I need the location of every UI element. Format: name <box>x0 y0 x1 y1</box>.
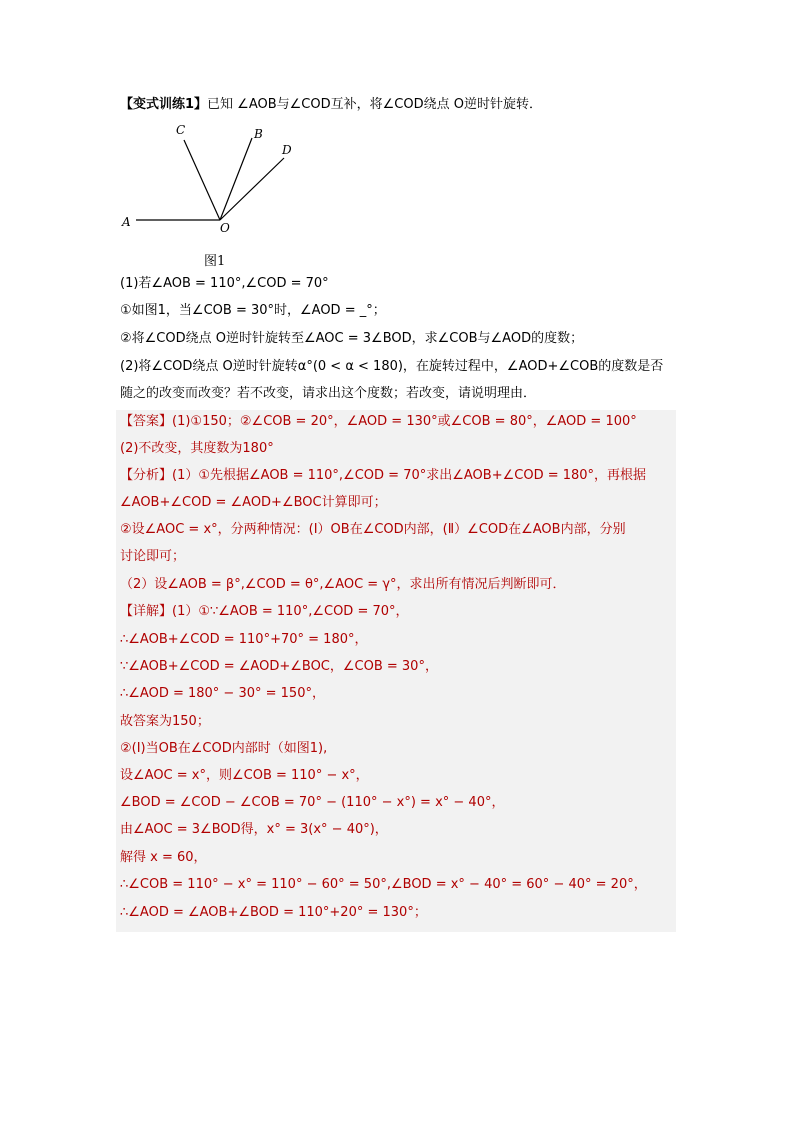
question-1b: ②将∠COD绕点 O逆时针旋转至∠AOC = 3∠BOD，求∠COB与∠AOD的度数； <box>120 331 584 346</box>
analysis-line-2: ∠AOB+∠COD = ∠AOD+∠BOC计算即可； <box>120 495 387 510</box>
ray-OD <box>220 158 284 220</box>
detail-line-10: 解得 x = 60， <box>120 850 207 865</box>
detail-line-11: ∴∠COB = 110° − x° = 110° − 60° = 50°,∠BOD = x° − 40° = 60° − 40° = 20°， <box>120 877 647 892</box>
detail-line-7: 设∠AOC = x°，则∠COB = 110° − x°， <box>120 768 369 783</box>
analysis-line-4: 讨论即可； <box>120 549 186 564</box>
problem-title <box>120 96 542 114</box>
detail-line-4: ∴∠AOD = 180° − 30° = 150°， <box>120 686 325 701</box>
analysis-line-1: 【分析】(1）①先根据∠AOB = 110°,∠COD = 70°求出∠AOB+∠COD = 180°，再根据 <box>120 468 647 483</box>
angle-figure <box>116 120 316 250</box>
answer-line-1: 【答案】(1)①150；②∠COB = 20°，∠AOD = 130°或∠COB = 80°，∠AOD = 100° <box>120 414 637 429</box>
label-D: D <box>282 143 292 157</box>
answer-line-2: (2)不改变，其度数为180° <box>120 441 274 456</box>
label-A: A <box>122 215 131 229</box>
detail-line-9: 由∠AOC = 3∠BOD得，x° = 3(x° − 40°)， <box>120 822 388 837</box>
analysis-line-3: ②设∠AOC = x°，分两种情况：(Ⅰ）OB在∠COD内部，(Ⅱ）∠COD在∠AOB内部，分别 <box>120 522 626 537</box>
question-2-line-1: (2)将∠COD绕点 O逆时针旋转α°(0 < α < 180)，在旋转过程中，∠AOD+∠COB的度数是否 <box>120 359 664 374</box>
question-1: (1)若∠AOB = 110°,∠COD = 70° <box>120 276 329 291</box>
analysis-line-5: （2）设∠AOB = β°,∠COD = θ°,∠AOC = γ°，求出所有情况后判断即可． <box>120 577 566 592</box>
variant-training-label: 【变式训练1】 <box>120 97 208 112</box>
ray-OC <box>184 140 220 220</box>
detail-line-3: ∵∠AOB+∠COD = ∠AOD+∠BOC，∠COB = 30°， <box>120 659 438 674</box>
question-1a: ①如图1，当∠COB = 30°时，∠AOD = _°； <box>120 303 386 318</box>
label-B: B <box>254 127 263 141</box>
detail-line-1: 【详解】(1）①∵∠AOB = 110°,∠COD = 70°， <box>120 604 409 619</box>
detail-line-2: ∴∠AOB+∠COD = 110°+70° = 180°， <box>120 632 368 647</box>
detail-line-6: ②(Ⅰ)当OB在∠COD内部时（如图1), <box>120 741 328 756</box>
question-2-line-2: 随之的改变而改变？若不改变，请求出这个度数；若改变，请说明理由． <box>120 386 537 401</box>
detail-line-8: ∠BOD = ∠COD − ∠COB = 70° − (110° − x°) = x° − 40°， <box>120 795 505 810</box>
detail-line-12: ∴∠AOD = ∠AOB+∠BOD = 110°+20° = 130°； <box>120 905 427 920</box>
detail-line-5: 故答案为150； <box>120 714 210 729</box>
label-O: O <box>220 221 230 235</box>
ray-OB <box>220 138 252 220</box>
figure-caption: 图1 <box>204 254 226 269</box>
problem-statement: 已知 ∠AOB与∠COD互补，将∠COD绕点 O逆时针旋转． <box>207 97 542 112</box>
label-C: C <box>176 123 186 137</box>
